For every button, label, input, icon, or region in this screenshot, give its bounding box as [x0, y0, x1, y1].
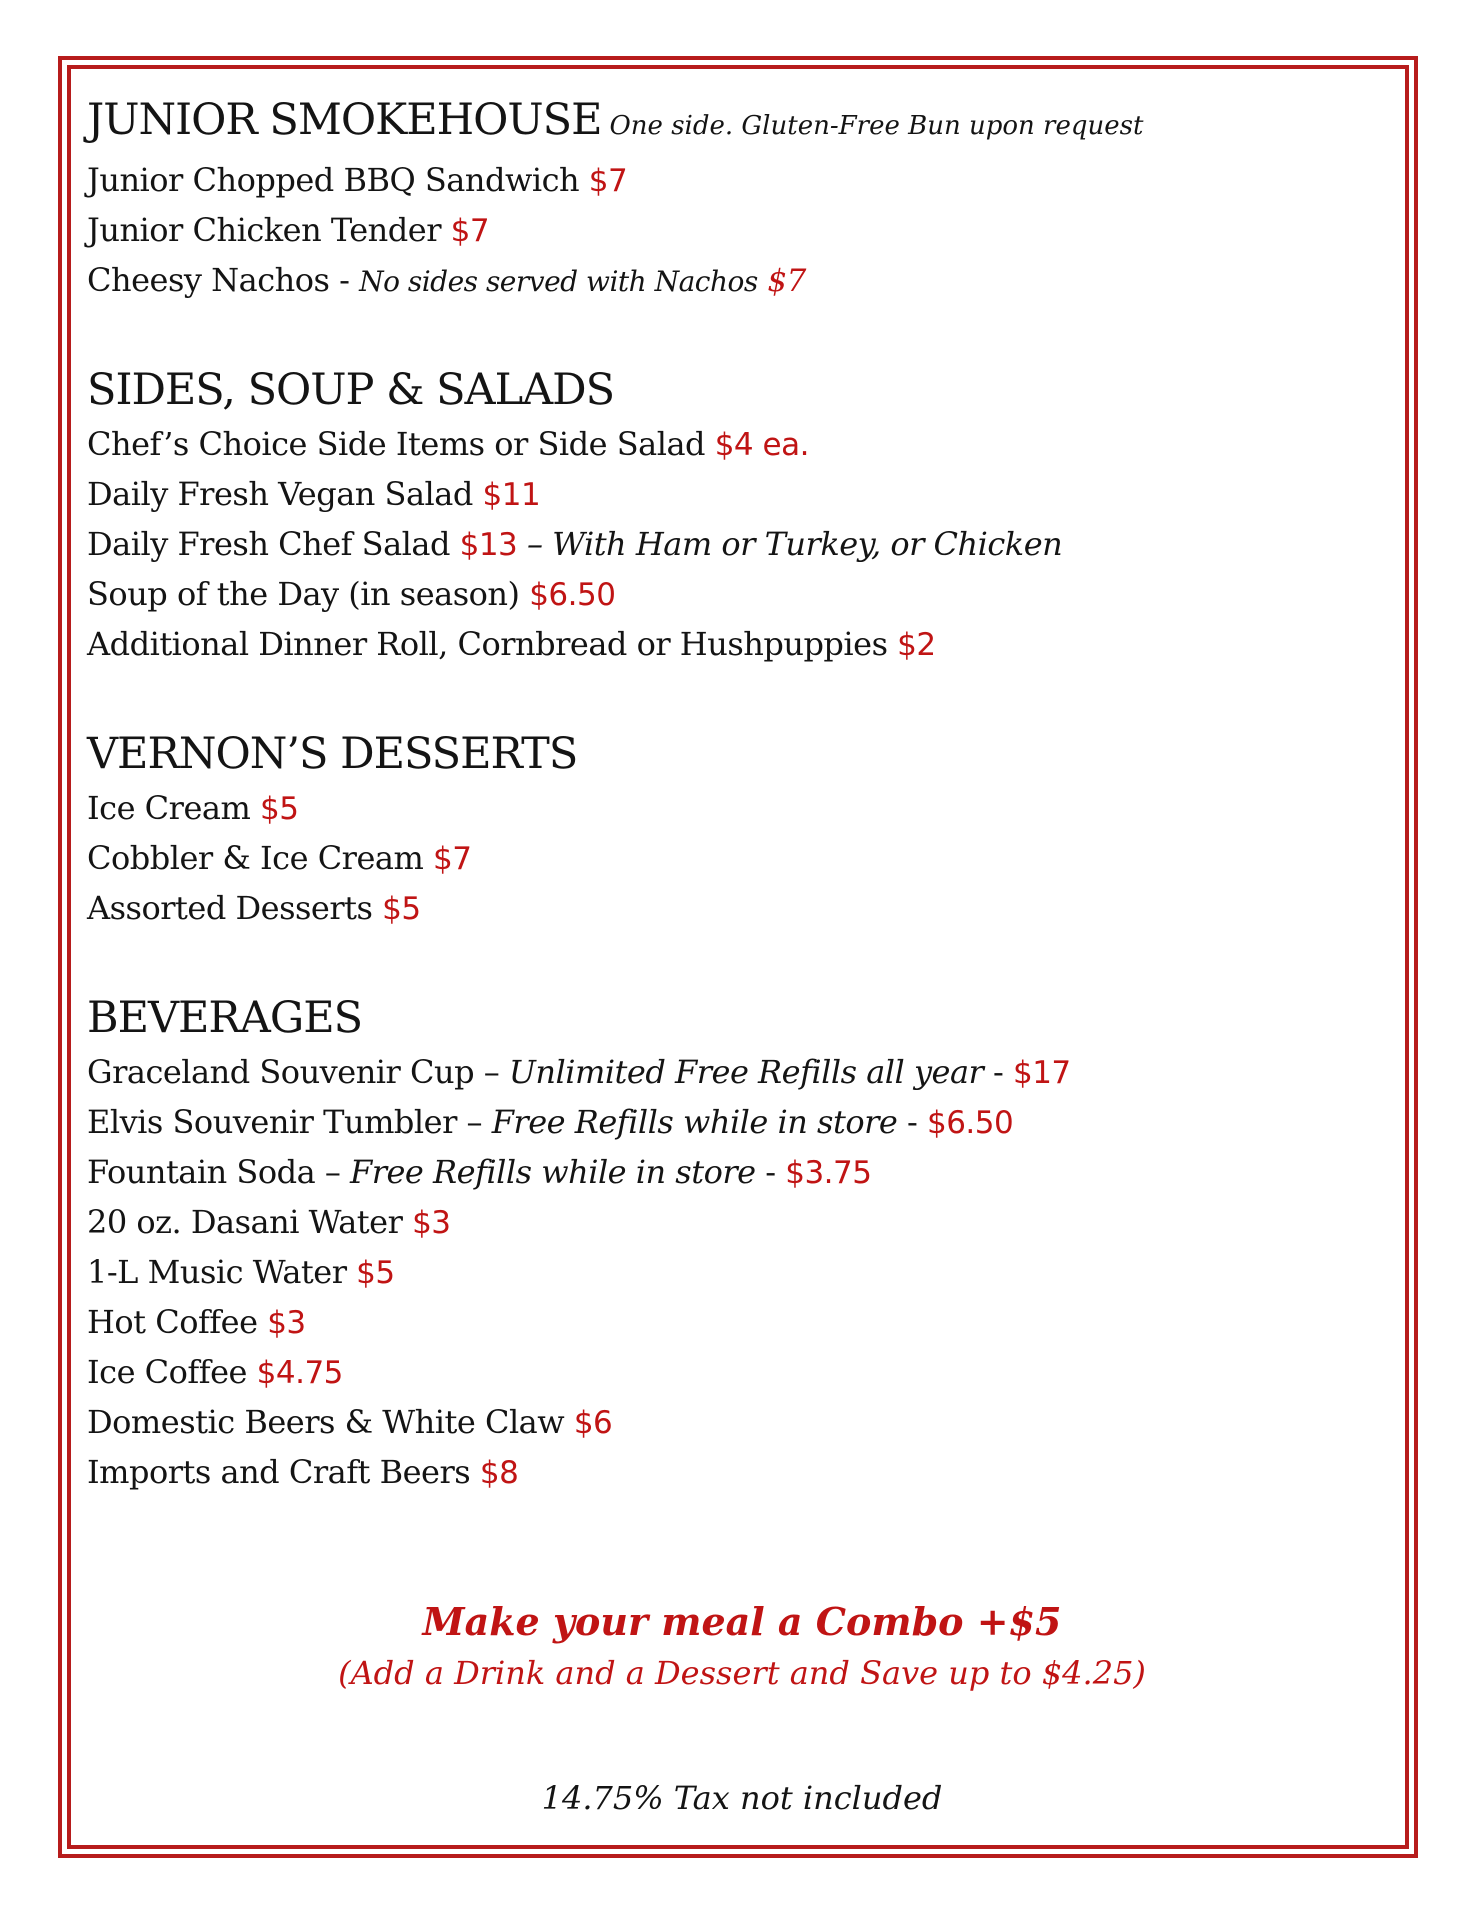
item-separator: -	[755, 1153, 786, 1191]
menu-item	[87, 470, 1387, 520]
item-price: $3.75	[785, 1155, 872, 1191]
item-name: 1-L Music Water	[87, 1253, 347, 1291]
item-name: Daily Fresh Vegan Salad	[87, 475, 473, 513]
item-separator: -	[897, 1103, 927, 1141]
item-description: Free Refills while in store	[491, 1103, 898, 1141]
menu-item	[87, 784, 1387, 834]
menu-item	[87, 156, 1387, 206]
menu-item	[87, 834, 1387, 884]
section-heading: VERNON’S DESSERTS	[87, 729, 578, 779]
menu-item	[87, 420, 1387, 470]
item-price: $6	[573, 1405, 613, 1441]
item-name: Assorted Desserts	[87, 889, 373, 927]
menu-item	[87, 1098, 1387, 1148]
item-name: Junior Chicken Tender	[87, 211, 441, 249]
item-description: Unlimited Free Refills all year	[508, 1053, 984, 1091]
section-sides-soup-salads	[87, 360, 1387, 670]
item-price: $7	[767, 263, 806, 299]
item-price: $3	[412, 1205, 451, 1241]
item-price: $5	[382, 891, 421, 927]
item-price: $6.50	[926, 1105, 1014, 1141]
item-price: $11	[482, 477, 541, 513]
section-heading: BEVERAGES	[87, 993, 363, 1043]
menu-item	[87, 1198, 1387, 1248]
item-price: $5	[356, 1255, 395, 1291]
item-name: Chef’s Choice Side Items or Side Salad	[87, 425, 706, 463]
section-beverages	[87, 988, 1387, 1498]
item-name: Fountain Soda –	[87, 1153, 350, 1191]
menu-item	[87, 206, 1387, 256]
item-name: Ice Coffee	[87, 1353, 247, 1391]
tax-note: 14.75% Tax not included	[541, 1779, 943, 1817]
menu-content	[87, 90, 1387, 1498]
combo-promo-title: Make your meal a Combo +$5	[422, 1599, 1062, 1644]
menu-item	[87, 1398, 1387, 1448]
menu-item	[87, 520, 1387, 570]
item-price: $17	[1012, 1055, 1071, 1091]
item-name: Graceland Souvenir Cup –	[87, 1053, 509, 1091]
menu-item	[87, 1048, 1387, 1098]
combo-promo-subtitle: (Add a Drink and a Dessert and Save up to $4.25)	[338, 1654, 1146, 1692]
item-name: Hot Coffee	[87, 1303, 258, 1341]
item-price: $4.75	[256, 1355, 343, 1391]
menu-item	[87, 1248, 1387, 1298]
item-price: $6.50	[529, 577, 616, 613]
item-price: $7	[433, 841, 472, 877]
menu-item	[87, 1448, 1387, 1498]
item-separator: -	[983, 1053, 1013, 1091]
menu-item	[87, 570, 1387, 620]
item-price: $4 ea.	[714, 427, 809, 463]
item-name: 20 oz. Dasani Water	[87, 1203, 403, 1241]
item-name: Elvis Souvenir Tumbler –	[87, 1103, 492, 1141]
item-name: Daily Fresh Chef Salad	[87, 525, 450, 563]
item-price: $7	[450, 213, 490, 249]
item-name: Imports and Craft Beers	[87, 1453, 471, 1491]
item-name: Ice Cream	[87, 789, 251, 827]
item-name: Domestic Beers & White Claw	[87, 1403, 565, 1441]
section-junior-smokehouse	[87, 90, 1387, 306]
menu-item	[87, 256, 1387, 306]
item-name: Cheesy Nachos -	[87, 261, 360, 299]
item-price: $5	[259, 791, 299, 827]
item-price: $13	[459, 527, 518, 563]
section-title: JUNIOR SMOKEHOUSE	[87, 95, 602, 145]
item-name: Additional Dinner Roll, Cornbread or Hushpuppies	[87, 625, 888, 663]
menu-item	[87, 1148, 1387, 1198]
menu-item	[87, 1298, 1387, 1348]
menu-item	[87, 620, 1387, 670]
item-price: $7	[588, 163, 628, 199]
section-vernons-desserts	[87, 724, 1387, 934]
item-description: Free Refills while in store	[349, 1153, 756, 1191]
section-note: One side. Gluten-Free Bun upon request	[609, 111, 1144, 141]
item-price: $2	[897, 627, 936, 663]
item-name: Soup of the Day (in season)	[87, 575, 520, 613]
section-heading: SIDES, SOUP & SALADS	[87, 365, 615, 415]
menu-item	[87, 1348, 1387, 1398]
item-price: $3	[267, 1305, 306, 1341]
section-heading	[87, 90, 1387, 156]
item-name: Cobbler & Ice Cream	[87, 839, 424, 877]
item-name: Junior Chopped BBQ Sandwich	[87, 161, 580, 199]
item-description: – With Ham or Turkey, or Chicken	[526, 525, 1063, 563]
menu-item	[87, 884, 1387, 934]
item-price: $8	[479, 1455, 519, 1491]
item-description: No sides served with Nachos	[359, 265, 758, 298]
